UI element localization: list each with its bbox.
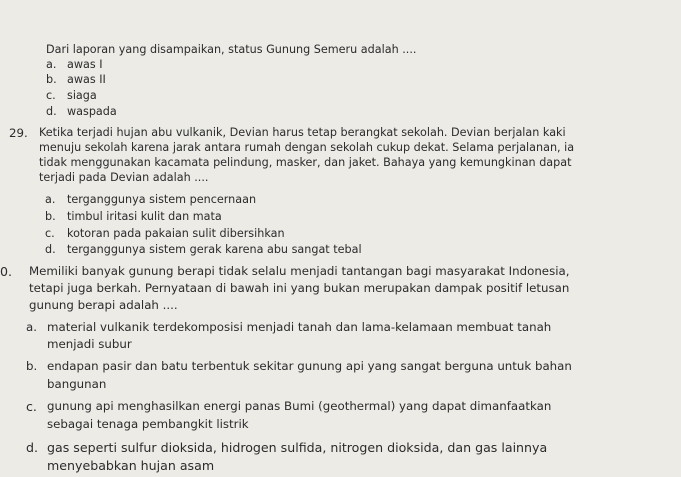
q30-number: 0.	[0, 264, 13, 279]
q30-option-a-line-2: menjadi subur	[47, 337, 132, 351]
q30-option-d-line-1: gas seperti sulfur dioksida, hidrogen sulfida, nitrogen dioksida, dan gas lainnya	[47, 440, 548, 455]
q29-number: 29.	[9, 126, 28, 140]
q29-option-c-text: kotoran pada pakaian sulit dibersihkan	[67, 227, 285, 240]
q30-option-c-line-2: sebagai tenaga pembangkit listrik	[47, 417, 249, 431]
q30-option-b-letter: b.	[26, 359, 38, 373]
q29-option-b-text: timbul iritasi kulit dan mata	[67, 210, 222, 223]
q30-option-d-line-2: menyebabkan hujan asam	[47, 458, 215, 473]
q28-option-d-text: waspada	[67, 105, 117, 118]
q30-option-a-line-1: material vulkanik terdekomposisi menjadi tanah dan lama-kelamaan membuat tanah	[47, 320, 552, 334]
q30-option-c-letter: c.	[26, 399, 37, 414]
q28-option-c-letter: c.	[46, 89, 56, 102]
q30-stem-line-1: Memiliki banyak gunung berapi tidak selalu menjadi tantangan bagi masyarakat Indonesia,	[29, 264, 570, 278]
q28-stem: Dari laporan yang disampaikan, status Gunung Semeru adalah ....	[46, 43, 417, 56]
q28-option-b-letter: b.	[46, 73, 57, 86]
q30-option-d-letter: d.	[26, 440, 38, 455]
q29-option-c-letter: c.	[45, 227, 55, 240]
q29-stem-line-4: terjadi pada Devian adalah ....	[39, 171, 209, 184]
q28-option-b-text: awas II	[67, 73, 106, 86]
q29-stem-line-2: menuju sekolah karena jarak antara rumah dengan sekolah cukup dekat. Selama perjalanan, ia	[39, 141, 575, 154]
q29-option-a-text: terganggunya sistem pencernaan	[67, 193, 257, 206]
q30-option-a-letter: a.	[26, 320, 37, 334]
q28-option-a-text: awas I	[67, 58, 103, 71]
q29-option-b-letter: b.	[45, 210, 56, 223]
q30-stem-line-3: gunung berapi adalah ....	[29, 298, 178, 312]
q28-option-a-letter: a.	[46, 58, 57, 71]
q29-option-a-letter: a.	[45, 193, 56, 206]
q29-stem-line-1: Ketika terjadi hujan abu vulkanik, Devian harus tetap berangkat sekolah. Devian berjalan kaki	[39, 126, 566, 139]
q30-stem-line-2: tetapi juga berkah. Pernyataan di bawah ini yang bukan merupakan dampak positif letusan	[29, 281, 570, 295]
q30-option-b-line-1: endapan pasir dan batu terbentuk sekitar gunung api yang sangat berguna untuk bahan	[47, 359, 572, 373]
q30-option-b-line-2: bangunan	[47, 377, 107, 391]
q30-option-c-line-1: gunung api menghasilkan energi panas Bumi (geothermal) yang dapat dimanfaatkan	[47, 399, 552, 413]
q29-option-d-text: terganggunya sistem gerak karena abu sangat tebal	[67, 243, 362, 256]
q28-option-d-letter: d.	[46, 105, 57, 118]
q29-option-d-letter: d.	[45, 243, 56, 256]
q29-stem-line-3: tidak menggunakan kacamata pelindung, masker, dan jaket. Bahaya yang kemungkinan dapat	[39, 156, 572, 169]
q28-option-c-text: siaga	[67, 89, 97, 102]
